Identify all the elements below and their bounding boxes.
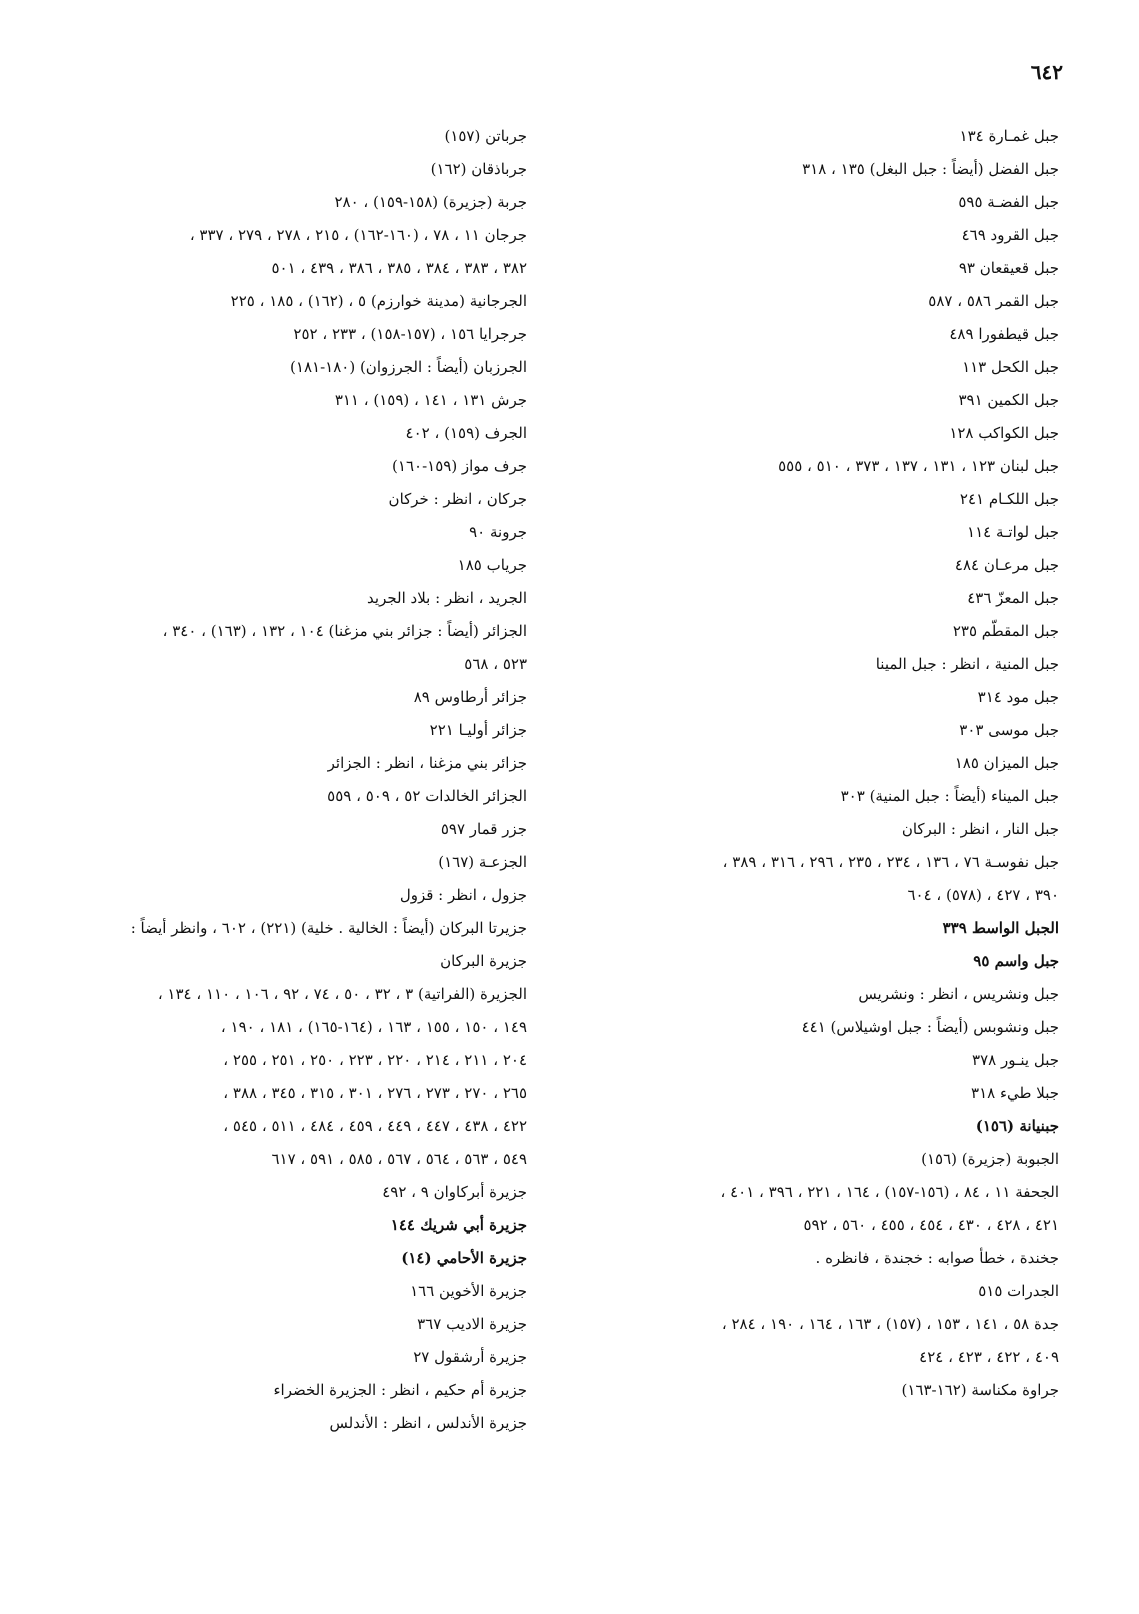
index-entry: جرش ١٣١ ، ١٤١ ، (١٥٩) ، ٣١١ (334, 391, 527, 409)
index-entry: جزيرة أرشقول ٢٧ (413, 1348, 527, 1366)
index-entry: جزيرة الأحامي (١٤) (401, 1249, 527, 1267)
index-entry: جزيرة أبي شريك ١٤٤ (390, 1216, 527, 1234)
index-entry: جخندة ، خطأ صوابه : خجندة ، فانظره . (815, 1249, 1059, 1267)
index-entry: جزيرة أبركاوان ٩ ، ٤٩٢ (382, 1183, 527, 1201)
index-entry: جرجرايا ١٥٦ ، (١٥٧-١٥٨) ، ٢٣٣ ، ٢٥٢ (293, 325, 527, 343)
index-entry: ١٤٩ ، ١٥٠ ، ١٥٥ ، ١٦٣ ، (١٦٤-١٦٥) ، ١٨١ ، ١٩٠ ، (220, 1018, 527, 1036)
index-entry: الجدرات ٥١٥ (978, 1282, 1059, 1300)
index-entry: جرباتن (١٥٧) (444, 127, 527, 145)
index-entry: جبل لبنان ١٢٣ ، ١٣١ ، ١٣٧ ، ٣٧٣ ، ٥١٠ ، ٥٥٥ (778, 457, 1059, 475)
index-entry: الجزيرة (الفراتية) ٣ ، ٣٢ ، ٥٠ ، ٧٤ ، ٩٢ ، ١٠٦ ، ١١٠ ، ١٣٤ ، (157, 985, 527, 1003)
index-entry: ٣٨٢ ، ٣٨٣ ، ٣٨٤ ، ٣٨٥ ، ٣٨٦ ، ٤٣٩ ، ٥٠١ (271, 259, 527, 277)
index-entry: جبل نفوسـة ٧٦ ، ١٣٦ ، ٢٣٤ ، ٢٣٥ ، ٢٩٦ ، ٣١٦ ، ٣٨٩ ، (722, 853, 1059, 871)
index-entry: جبل المنية ، انظر : جبل المينا (875, 655, 1059, 673)
index-entry: جركان ، انظر : خركان (388, 490, 527, 508)
index-entry: جبل الفضل (أيضاً : جبل البغل) ١٣٥ ، ٣١٨ (802, 160, 1059, 178)
index-entry: جرونة ٩٠ (469, 523, 527, 541)
index-entry: جزيرة الأندلس ، انظر : الأندلس (329, 1414, 527, 1432)
index-entry: جبنيانة (١٥٦) (975, 1117, 1059, 1135)
index-entry: جبل لواتـة ١١٤ (967, 523, 1059, 541)
index-entry: جبل القرود ٤٦٩ (961, 226, 1059, 244)
index-entry: جزائر أرطاوس ٨٩ (413, 688, 527, 706)
index-entry: جبل الميناء (أيضاً : جبل المنية) ٣٠٣ (840, 787, 1059, 805)
index-entry: جبل مرعـان ٤٨٤ (954, 556, 1059, 574)
index-entry: جراوة مكناسة (١٦٢-١٦٣) (901, 1381, 1059, 1399)
index-entry: الجبل الواسط ٣٣٩ (942, 919, 1059, 937)
index-entry: جبل واسم ٩٥ (973, 952, 1059, 970)
index-column-right (574, 120, 1059, 1407)
index-entry: ٣٩٠ ، ٤٢٧ ، (٥٧٨) ، ٦٠٤ (907, 886, 1059, 904)
index-entry: ٢٦٥ ، ٢٧٠ ، ٢٧٣ ، ٢٧٦ ، ٣٠١ ، ٣١٥ ، ٣٤٥ ، ٣٨٨ ، (223, 1084, 527, 1102)
index-entry: الجرجانية (مدينة خوارزم) ٥ ، (١٦٢) ، ١٨٥ ، ٢٢٥ (230, 292, 527, 310)
index-entry: جبل النار ، انظر : البركان (901, 820, 1059, 838)
index-entry: جبل قيطفورا ٤٨٩ (949, 325, 1059, 343)
index-entry: جبل الكمين ٣٩١ (958, 391, 1059, 409)
index-entry: جرجان ١١ ، ٧٨ ، (١٦٠-١٦٢) ، ٢١٥ ، ٢٧٨ ، ٢٧٩ ، ٣٣٧ ، (189, 226, 527, 244)
index-entry: جبل الكواكب ١٢٨ (949, 424, 1059, 442)
index-entry: جزيرة الاديب ٣٦٧ (417, 1315, 527, 1333)
index-entry: جبل القمر ٥٨٦ ، ٥٨٧ (928, 292, 1059, 310)
index-entry: جزول ، انظر : قزول (399, 886, 527, 904)
page-number: ٦٤٢ (1030, 60, 1063, 84)
index-entry: جبل المعزّ ٤٣٦ (967, 589, 1059, 607)
index-entry: ٤٢١ ، ٤٢٨ ، ٤٣٠ ، ٤٥٤ ، ٤٥٥ ، ٥٦٠ ، ٥٩٢ (803, 1216, 1059, 1234)
index-entry: جبل مود ٣١٤ (977, 688, 1059, 706)
index-entry: جبل اللكـام ٢٤١ (959, 490, 1059, 508)
index-entry: جزائر بني مزغنا ، انظر : الجزائر (327, 754, 527, 772)
index-entry: جزيرة الأخوين ١٦٦ (410, 1282, 527, 1300)
index-entry: جدة ٥٨ ، ١٤١ ، ١٥٣ ، (١٥٧) ، ١٦٣ ، ١٦٤ ، ١٩٠ ، ٢٨٤ ، (721, 1315, 1059, 1333)
index-entry: ٥٢٣ ، ٥٦٨ (464, 655, 527, 673)
index-entry: ٢٠٤ ، ٢١١ ، ٢١٤ ، ٢٢٠ ، ٢٢٣ ، ٢٥٠ ، ٢٥١ ، ٢٥٥ ، (223, 1051, 527, 1069)
index-entry: جبل غمـارة ١٣٤ (959, 127, 1059, 145)
index-entry: جبل قعيقعان ٩٣ (958, 259, 1059, 277)
index-entry: الجبوبة (جزيرة) (١٥٦) (921, 1150, 1059, 1168)
index-entry: جزيرة أم حكيم ، انظر : الجزيرة الخضراء (273, 1381, 527, 1399)
index-entry: جبل الميزان ١٨٥ (954, 754, 1059, 772)
index-entry: جرباذقان (١٦٢) (430, 160, 527, 178)
index-entry: جزيرتا البركان (أيضاً : الخالية . خلية) (٢٢١) ، ٦٠٢ ، وانظر أيضاً : (130, 919, 527, 937)
index-entry: جبل ونشوبس (أيضاً : جبل اوشيلاس) ٤٤١ (801, 1018, 1059, 1036)
index-entry: ٥٤٩ ، ٥٦٣ ، ٥٦٤ ، ٥٦٧ ، ٥٨٥ ، ٥٩١ ، ٦١٧ (271, 1150, 527, 1168)
index-entry: الجزائر (أيضاً : جزائر بني مزغنا) ١٠٤ ، ١٣٢ ، (١٦٣) ، ٣٤٠ ، (162, 622, 527, 640)
index-entry: جرف مواز (١٥٩-١٦٠) (392, 457, 527, 475)
index-entry: جرياب ١٨٥ (457, 556, 527, 574)
index-entry: جزر قمار ٥٩٧ (440, 820, 527, 838)
index-entry: جزيرة البركان (440, 952, 527, 970)
index-entry: جزائر أوليـا ٢٢١ (429, 721, 527, 739)
index-entry: الجرزبان (أيضاً : الجرزوان) (١٨٠-١٨١) (290, 358, 527, 376)
index-entry: جبل ينـور ٣٧٨ (972, 1051, 1059, 1069)
index-entry: الجزائر الخالدات ٥٢ ، ٥٠٩ ، ٥٥٩ (327, 787, 527, 805)
index-entry: جبلا طيء ٣١٨ (971, 1084, 1059, 1102)
index-entry: جبل الفضـة ٥٩٥ (958, 193, 1059, 211)
index-entry: جربة (جزيرة) (١٥٨-١٥٩) ، ٢٨٠ (334, 193, 527, 211)
index-entry: الجزعـة (١٦٧) (438, 853, 527, 871)
index-entry: جبل موسى ٣٠٣ (959, 721, 1059, 739)
index-entry: الجرف (١٥٩) ، ٤٠٢ (405, 424, 527, 442)
index-entry: الجحفة ١١ ، ٨٤ ، (١٥٦-١٥٧) ، ١٦٤ ، ٢٢١ ، ٣٩٦ ، ٤٠١ ، (720, 1183, 1059, 1201)
index-entry: ٤٢٢ ، ٤٣٨ ، ٤٤٧ ، ٤٤٩ ، ٤٥٩ ، ٤٨٤ ، ٥١١ ، ٥٤٥ ، (223, 1117, 527, 1135)
index-entry: جبل ونشريس ، انظر : ونشريس (858, 985, 1059, 1003)
index-column-left (35, 120, 527, 1440)
index-entry: ٤٠٩ ، ٤٢٢ ، ٤٢٣ ، ٤٢٤ (919, 1348, 1059, 1366)
index-entry: الجريد ، انظر : بلاد الجريد (367, 589, 527, 607)
index-entry: جبل المقطّم ٢٣٥ (952, 622, 1059, 640)
index-entry: جبل الكحل ١١٣ (962, 358, 1059, 376)
